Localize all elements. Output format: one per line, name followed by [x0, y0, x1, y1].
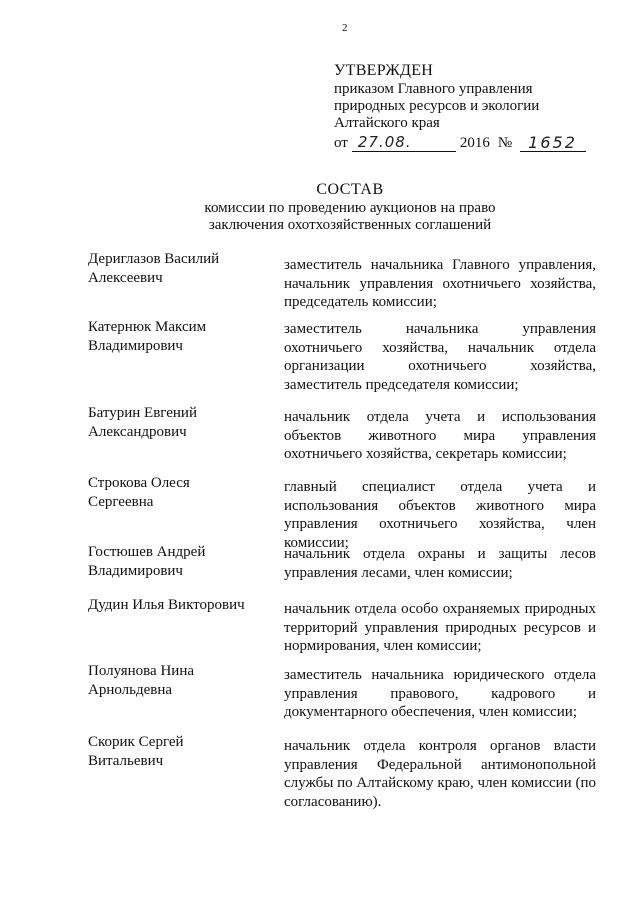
member-name-line-1: Дудин Илья Викторович [88, 597, 245, 613]
member-name [88, 474, 268, 512]
member-role: заместитель начальника управления охотничьего хозяйства, начальник отдела организации охотничьего хозяйства, заместитель председателя комиссии; [284, 321, 596, 393]
number-field [520, 134, 586, 152]
member-name [88, 318, 268, 356]
member-name-line-1: Полуянова Нина [88, 663, 195, 679]
title-line-2: заключения охотхозяйственных соглашений [208, 217, 492, 233]
handwritten-date: 27.08. [357, 133, 412, 151]
title-heading: СОСТАВ [316, 181, 384, 198]
date-field [352, 134, 456, 152]
member-name-line-1: Катернюк Максим [88, 319, 207, 335]
member-role: начальник отдела особо охраняемых природных территорий управления природных ресурсов и нормирования, член комиссии; [284, 601, 596, 654]
member-role: начальник отдела охраны и защиты лесов управления лесами, член комиссии; [284, 546, 596, 581]
approval-line-1: приказом Главного управления [334, 81, 533, 97]
order-year: 2016 [459, 135, 490, 151]
title-line-1: комиссии по проведению аукционов на право [204, 200, 496, 216]
member-name [88, 733, 268, 771]
order-date-number-line [334, 134, 624, 152]
member-name [88, 250, 268, 288]
member-name-line-2: Сергеевна [88, 494, 154, 510]
member-name-line-2: Александрович [88, 424, 187, 440]
approval-line-3: Алтайского края [334, 115, 440, 131]
member-name-line-1: Батурин Евгений [88, 405, 197, 421]
handwritten-order-number: 1652 [528, 133, 577, 152]
member-name-line-2: Витальевич [88, 753, 164, 769]
approved-heading: УТВЕРЖДЕН [334, 62, 434, 79]
member-name-line-2: Арнольдевна [88, 682, 173, 698]
member-role: начальник отдела учета и использования объектов животного мира управления охотничьего хозяйства, секретарь комиссии; [284, 409, 596, 462]
member-name [88, 662, 268, 700]
page-number: 2 [342, 22, 348, 34]
member-name-line-2: Владимирович [88, 338, 183, 354]
member-name-line-1: Скорик Сергей [88, 734, 184, 750]
document-title [0, 180, 640, 234]
member-role: начальник отдела контроля органов власти управления Федеральной антимонопольной службы по Алтайскому краю, член комиссии (по согласованию). [284, 738, 596, 810]
member-name-line-1: Строкова Олеся [88, 475, 190, 491]
number-label: № [497, 135, 513, 151]
member-role: заместитель начальника Главного управления, начальник управления охотничьего хозяйства, председатель комиссии; [284, 257, 596, 310]
member-name-line-2: Алексеевич [88, 270, 163, 286]
member-name-line-2: Владимирович [88, 563, 183, 579]
member-name [88, 404, 268, 442]
member-name [88, 543, 268, 581]
member-role: заместитель начальника юридического отдела управления правового, кадрового и документарного обеспечения, член комиссии; [284, 667, 596, 720]
member-name [88, 596, 268, 615]
member-role: главный специалист отдела учета и использования объектов животного мира управления охотничьего хозяйства, член комиссии; [284, 479, 596, 551]
approval-line-2: природных ресурсов и экологии [334, 98, 540, 114]
member-name-line-1: Гостюшев Андрей [88, 544, 206, 560]
from-label: от [334, 135, 348, 151]
approval-stamp-block [334, 62, 624, 152]
member-name-line-1: Дериглазов Василий [88, 251, 220, 267]
